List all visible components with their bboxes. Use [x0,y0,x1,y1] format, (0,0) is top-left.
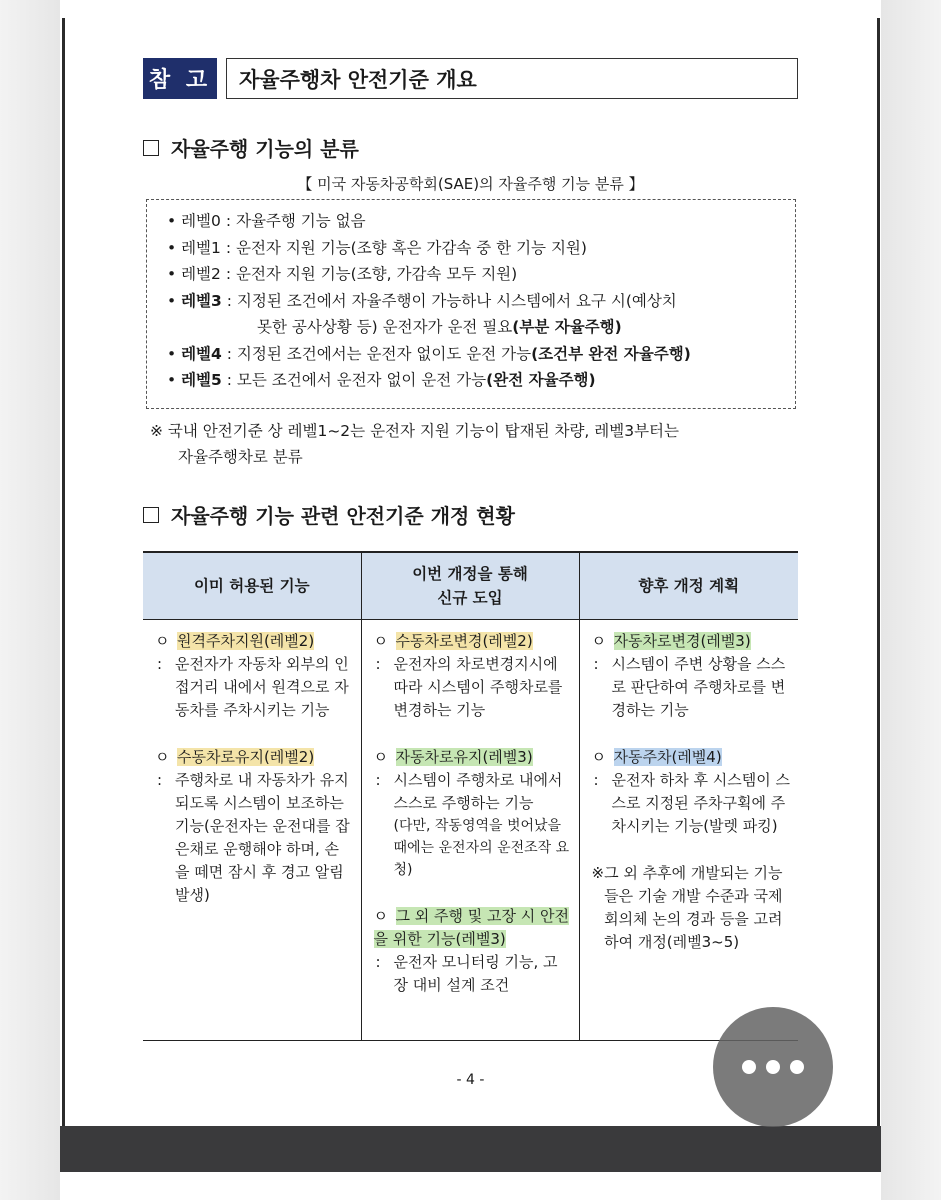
column-header: 향후 개정 계획 [579,552,798,620]
list-item: ㅇ 자동차로유지(레벨3) : 시스템이 주행차로 내에서 스스로 주행하는 기능 (다만, 작동영역을 벗어났을 때에는 운전자의 운전조작 요청) [374,746,571,881]
future-plan-cell [579,620,798,1041]
circle-bullet-icon: ㅇ [373,748,388,766]
page-number: - 4 - [456,1072,485,1088]
circle-bullet-icon: ㅇ [591,632,606,650]
reference-tag: 참 고 [143,58,217,99]
right-margin [881,0,941,1200]
level-list [146,199,796,409]
list-item: ㅇ 자동차로변경(레벨3) : 시스템이 주변 상황을 스스로 판단하여 주행차로를 변경하는 기능 [592,630,791,722]
level-item: • 레벨1 : 운전자 지원 기능(조향 혹은 가감속 중 한 기능 지원) [167,238,587,257]
circle-bullet-icon: ㅇ [591,748,606,766]
list-item: ㅇ 수동차로유지(레벨2) : 주행차로 내 자동차가 유지되도록 시스템이 보조하는 기능(운전자는 운전대를 잡은채로 운행해야 하며, 손을 떼면 잠시 후 경고 알림 발생) [155,746,353,907]
reference-title: 자율주행차 안전기준 개요 [226,58,798,99]
more-dots-icon [742,1060,756,1074]
more-dots-icon [766,1060,780,1074]
level-item: • 레벨4 : 지정된 조건에서는 운전자 없이도 운전 가능(조건부 완전 자율주행) [167,344,691,363]
level-item-continuation: 못한 공사상황 등) 운전자가 운전 필요(부분 자율주행) [257,318,622,336]
sae-caption: 【 미국 자동차공학회(SAE)의 자율주행 기능 분류 】 [297,175,644,193]
checkbox-square-icon [143,140,159,156]
list-item: ㅇ 자동주차(레벨4) : 운전자 하차 후 시스템이 스스로 지정된 주차구획에 주차시키는 기능(발렛 파킹) [592,746,791,838]
revision-status-table [143,551,798,1041]
section2-heading: 자율주행 기능 관련 안전기준 개정 현황 [143,500,515,529]
more-options-button[interactable] [713,1007,833,1127]
bottom-bar [60,1126,881,1172]
note-mark-icon: ※ [591,864,605,882]
list-item: ㅇ 수동차로변경(레벨2) : 운전자의 차로변경지시에 따라 시스템이 주행차로를 변경하는 기능 [374,630,571,722]
new-functions-cell [361,620,579,1041]
more-dots-icon [790,1060,804,1074]
level-item: • 레벨3 : 지정된 조건에서 자율주행이 가능하나 시스템에서 요구 시(예상치 [167,291,677,310]
column-header: 이번 개정을 통해 신규 도입 [361,552,579,620]
classification-note: ※ 국내 안전기준 상 레벨1~2는 운전자 지원 기능이 탑재된 차량, 레벨3부터는 자율주행차로 분류 [150,422,680,466]
section1-heading: 자율주행 기능의 분류 [143,133,359,162]
circle-bullet-icon: ㅇ [373,632,388,650]
list-item: ※ 그 외 추후에 개발되는 기능들은 기술 개발 수준과 국제 회의체 논의 경과 등을 고려하여 개정(레벨3~5) [592,862,791,954]
circle-bullet-icon: ㅇ [155,632,170,650]
column-header: 이미 허용된 기능 [143,552,361,620]
level-item: • 레벨0 : 자율주행 기능 없음 [167,212,366,230]
allowed-functions-cell [143,620,361,1041]
list-item: ㅇ 원격주차지원(레벨2) : 운전자가 자동차 외부의 인접거리 내에서 원격으로 자동차를 주차시키는 기능 [155,630,353,722]
list-item: ㅇ 그 외 주행 및 고장 시 안전을 위한 기능(레벨3) : 운전자 모니터링 기능, 고장 대비 설계 조건 [374,905,571,997]
circle-bullet-icon: ㅇ [373,907,388,925]
left-margin [0,0,60,1200]
circle-bullet-icon: ㅇ [155,748,170,766]
checkbox-square-icon [143,507,159,523]
level-item: • 레벨2 : 운전자 지원 기능(조향, 가감속 모두 지원) [167,265,518,283]
level-item: • 레벨5 : 모든 조건에서 운전자 없이 운전 가능(완전 자율주행) [167,371,596,389]
